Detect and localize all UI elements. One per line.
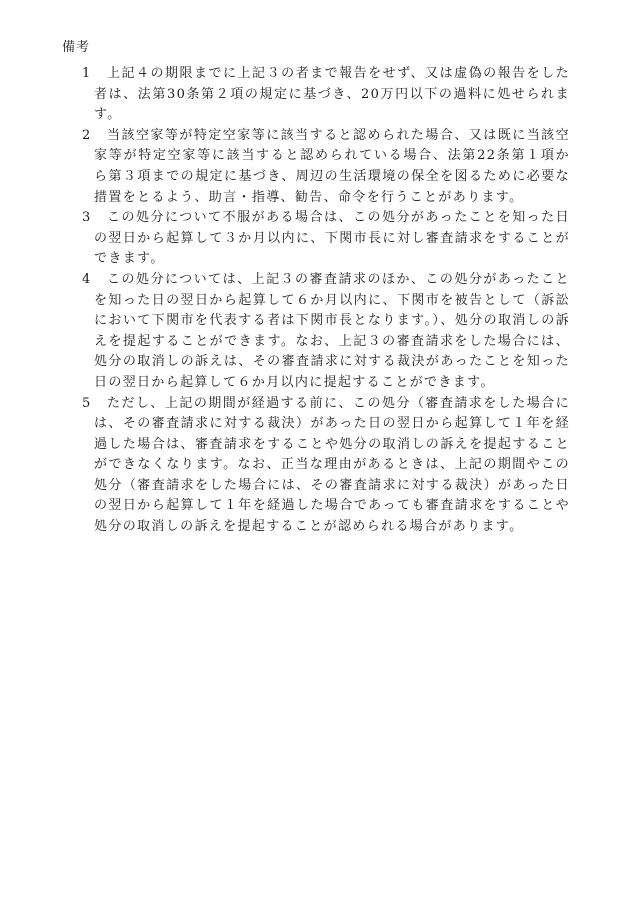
remark-text: ただし、上記の期間が経過する前に、この処分（審査請求をした場合には、その審査請求に対する裁決）があった日の翌日から起算して１年を経過した場合は、審査請求をすることや処分の取消しの訴えを提起することができなくなります。なお、正当な理由があるときは、上記の期間やこの処分（審査請求をした場合には、その審査請求に対する裁決）があった日の翌日から起算して１年を経過した場合であっても審査請求をすることや処分の取消しの訴えを提起することが認められる場合があります。 bbox=[94, 395, 570, 535]
remark-item bbox=[62, 270, 570, 394]
remark-item bbox=[62, 126, 570, 208]
remark-number: 4 bbox=[82, 271, 92, 287]
remarks-list bbox=[62, 64, 570, 538]
remark-text: この処分について不服がある場合は、この処分があったことを知った日の翌日から起算して３か月以内に、下関市長に対し審査請求をすることができます。 bbox=[94, 210, 570, 267]
remark-number: 5 bbox=[82, 395, 92, 411]
remark-text: この処分については、上記３の審査請求のほか、この処分があったことを知った日の翌日から起算して６か月以内に、下関市を被告として（訴訟において下関市を代表する者は下関市長となります。）、処分の取消しの訴えを提起することができます。なお、上記３の審査請求をした場合には、処分の取消しの訴えは、その審査請求に対する裁決があったことを知った日の翌日から起算して６か月以内に提起することができます。 bbox=[94, 271, 570, 390]
remark-number: 2 bbox=[82, 127, 92, 143]
remark-text: 当該空家等が特定空家等に該当すると認められた場合、又は既に当該空家等が特定空家等に該当すると認められている場合、法第22条第１項から第３項までの規定に基づき、周辺の生活環境の保全を図るために必要な措置をとるよう、助言・指導、勧告、命令を行うことがあります。 bbox=[94, 127, 570, 205]
remark-text: 上記４の期限までに上記３の者まで報告をせず、又は虚偽の報告をした者は、法第30条第２項の規定に基づき、20万円以下の過料に処せられます。 bbox=[94, 66, 570, 123]
remark-number: 3 bbox=[82, 210, 92, 226]
remark-item bbox=[62, 64, 570, 126]
remark-item bbox=[62, 394, 570, 538]
remarks-heading: 備考 bbox=[62, 40, 91, 55]
remark-number: 1 bbox=[82, 66, 92, 81]
remark-item bbox=[62, 208, 570, 270]
